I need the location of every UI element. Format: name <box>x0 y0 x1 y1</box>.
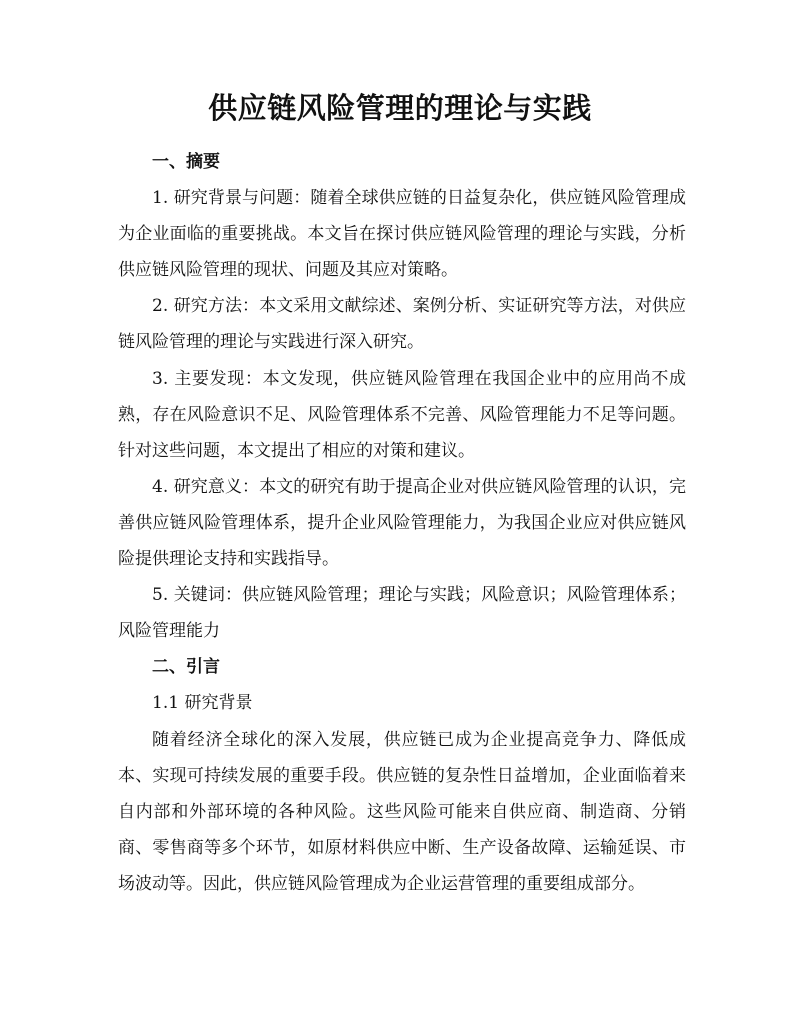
abstract-paragraph-methods: 2. 研究方法：本文采用文献综述、案例分析、实证研究等方法，对供应链风险管理的理论与实践进行深入研究。 <box>118 296 686 353</box>
document-body <box>118 144 686 902</box>
subsection-heading-background: 1.1 研究背景 <box>152 693 253 714</box>
abstract-paragraph-findings: 3. 主要发现：本文发现，供应链风险管理在我国企业中的应用尚不成熟，存在风险意识不足、风险管理体系不完善、风险管理能力不足等问题。针对这些问题，本文提出了相应的对策和建议。 <box>118 368 686 461</box>
introduction-paragraph: 随着经济全球化的深入发展，供应链已成为企业提高竞争力、降低成本、实现可持续发展的重要手段。供应链的复杂性日益增加，企业面临着来自内部和外部环境的各种风险。这些风险可能来自供应商、制造商、分销商、零售商等多个环节，如原材料供应中断、生产设备故障、运输延误、市场波动等。因此，供应链风险管理成为企业运营管理的重要组成部分。 <box>118 729 686 894</box>
abstract-paragraph-background: 1. 研究背景与问题：随着全球供应链的日益复杂化，供应链风险管理成为企业面临的重要挑战。本文旨在探讨供应链风险管理的理论与实践，分析供应链风险管理的现状、问题及其应对策略。 <box>118 188 686 281</box>
section-heading-abstract: 一、摘要 <box>152 152 220 172</box>
abstract-paragraph-significance: 4. 研究意义：本文的研究有助于提高企业对供应链风险管理的认识，完善供应链风险管理体系，提升企业风险管理能力，为我国企业应对供应链风险提供理论支持和实践指导。 <box>118 476 686 570</box>
document-title: 供应链风险管理的理论与实践 <box>208 91 592 125</box>
section-heading-introduction: 二、引言 <box>152 657 220 678</box>
abstract-paragraph-keywords: 5. 关键词：供应链风险管理；理论与实践；风险意识；风险管理体系；风险管理能力 <box>118 585 686 642</box>
